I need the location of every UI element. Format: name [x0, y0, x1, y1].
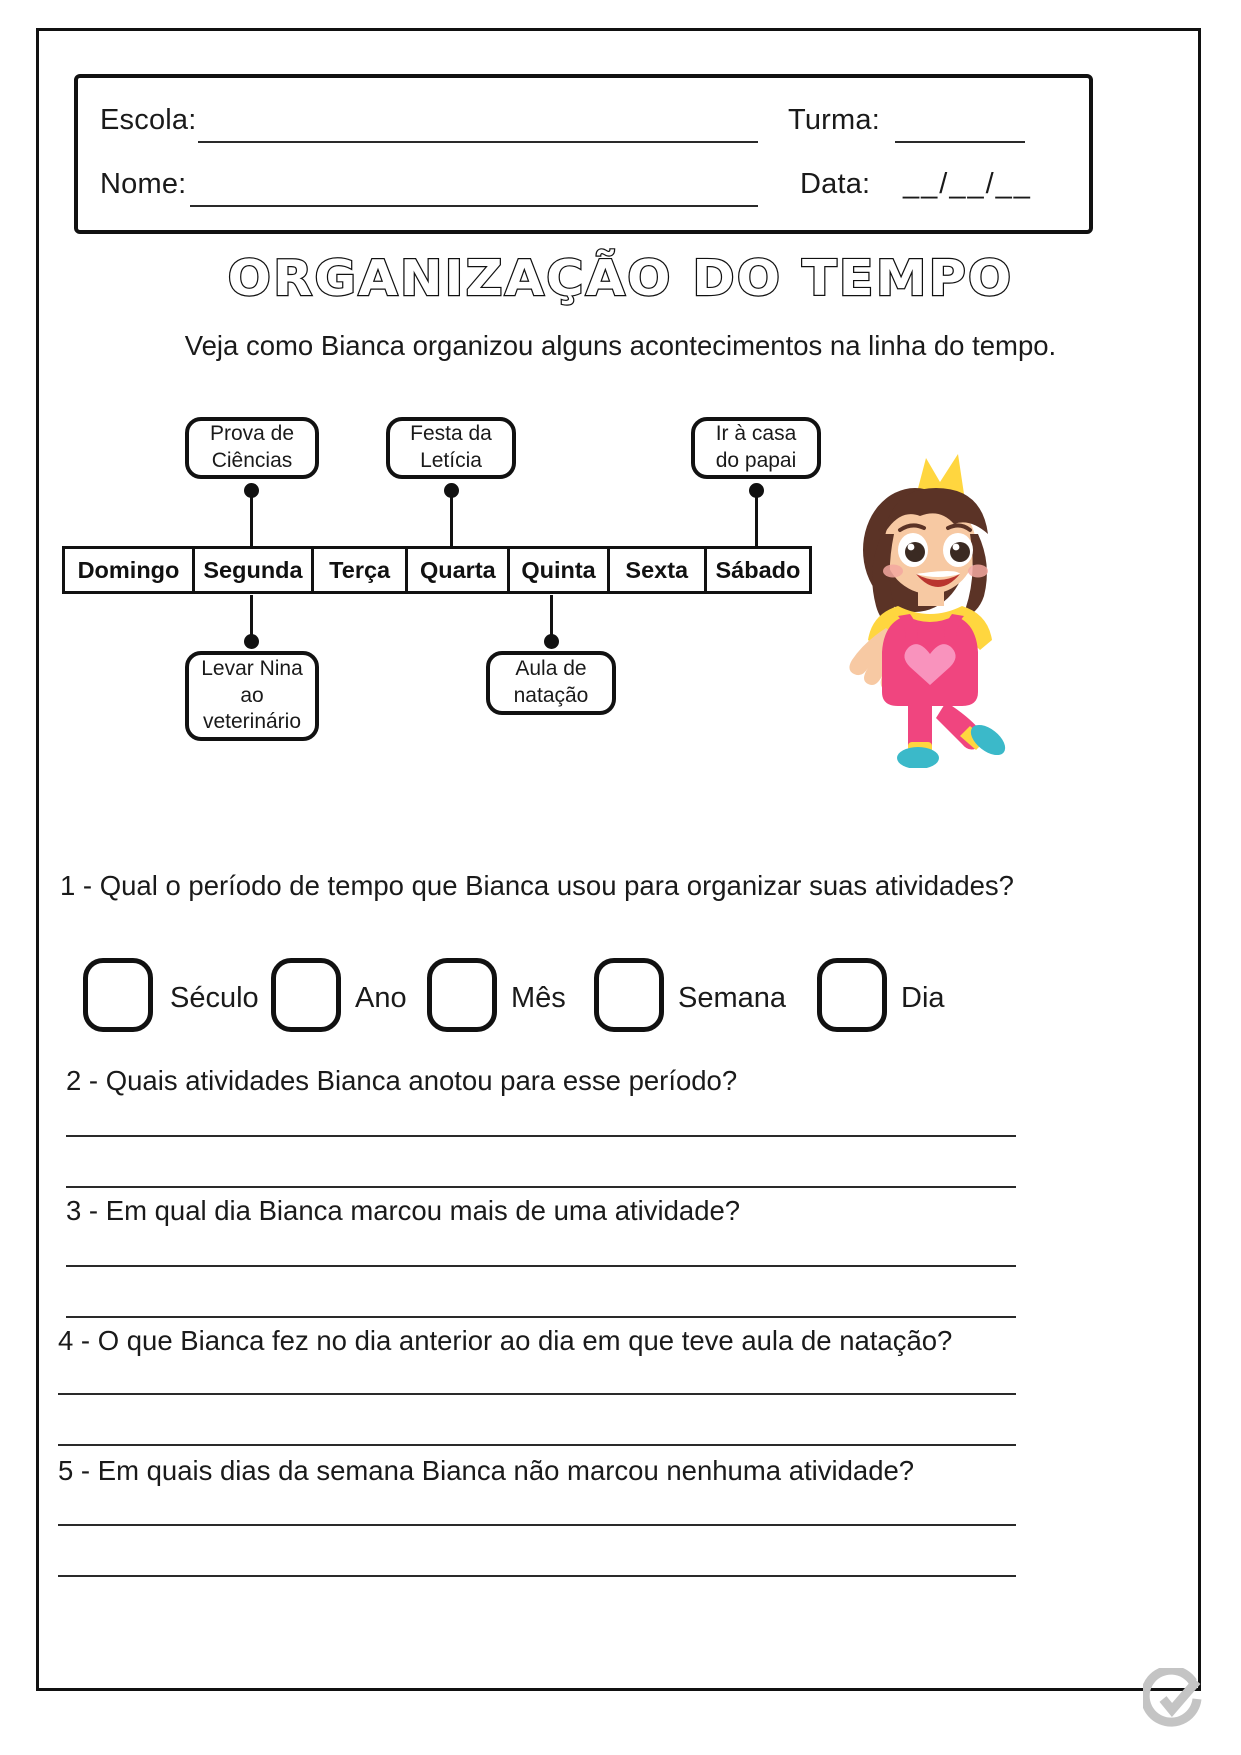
event-callout-above-1-label: Prova de Ciências — [209, 422, 295, 472]
answer-line-3b[interactable] — [66, 1316, 1016, 1318]
event-callout-below-2-label: Aula de natação — [513, 657, 589, 707]
event-callout-above-1 — [185, 417, 319, 479]
question-4: 4 - O que Bianca fez no dia anterior ao dia em que teve aula de natação? — [58, 1325, 953, 1356]
class-input-line[interactable] — [895, 141, 1025, 143]
event-callout-below-1-label: Levar Nina ao veterinário — [201, 656, 303, 734]
event-callout-above-3-label: Ir à casa do papai — [715, 422, 797, 472]
event-stem-below-2 — [550, 595, 553, 637]
answer-line-2b[interactable] — [66, 1186, 1016, 1188]
event-callout-above-3 — [691, 417, 821, 479]
weekday-table — [62, 546, 812, 594]
intro-instruction: Veja como Bianca organizou alguns acontecimentos na linha do tempo. — [184, 330, 1057, 361]
option-checkbox-ano[interactable] — [271, 958, 341, 1032]
name-row — [78, 158, 1089, 214]
event-stem-below-1 — [250, 595, 253, 637]
event-dot-below-2 — [544, 634, 559, 649]
school-input-line[interactable] — [198, 141, 758, 143]
day-cell-sexta: Sexta — [610, 549, 707, 591]
event-callout-below-1 — [185, 651, 319, 741]
day-cell-segunda: Segunda — [195, 549, 314, 591]
answer-line-4b[interactable] — [58, 1444, 1016, 1446]
event-dot-below-1 — [244, 634, 259, 649]
day-cell-domingo: Domingo — [65, 549, 195, 591]
option-checkbox-seculo[interactable] — [83, 958, 153, 1032]
question-1: 1 - Qual o período de tempo que Bianca usou para organizar suas atividades? — [60, 870, 1014, 901]
answer-line-3a[interactable] — [66, 1265, 1016, 1267]
school-row — [78, 94, 1089, 150]
day-cell-terca: Terça — [314, 549, 408, 591]
date-input-slots[interactable]: __/__/__ — [903, 168, 1032, 200]
option-checkbox-mes[interactable] — [427, 958, 497, 1032]
check-circle-icon — [1143, 1668, 1205, 1730]
student-info-box — [74, 74, 1093, 234]
class-label: Turma: — [788, 104, 880, 136]
event-stem-above-2 — [450, 490, 453, 548]
answer-line-5a[interactable] — [58, 1524, 1016, 1526]
girl-character-illustration — [812, 438, 1027, 768]
page-title: ORGANIZAÇÃO DO TEMPO — [227, 250, 1014, 307]
event-stem-above-1 — [250, 490, 253, 548]
period-options-row — [0, 945, 1241, 1035]
event-stem-above-3 — [755, 490, 758, 548]
answer-line-2a[interactable] — [66, 1135, 1016, 1137]
date-label: Data: — [800, 168, 871, 200]
name-label: Nome: — [100, 168, 187, 200]
option-label-dia: Dia — [901, 982, 945, 1014]
option-checkbox-semana[interactable] — [594, 958, 664, 1032]
option-label-semana: Semana — [678, 982, 787, 1014]
option-label-seculo: Século — [170, 982, 259, 1014]
day-cell-quinta: Quinta — [510, 549, 609, 591]
day-cell-quarta: Quarta — [408, 549, 510, 591]
question-3: 3 - Em qual dia Bianca marcou mais de uma atividade? — [66, 1195, 741, 1226]
question-5: 5 - Em quais dias da semana Bianca não marcou nenhuma atividade? — [58, 1455, 915, 1486]
option-label-mes: Mês — [511, 982, 566, 1014]
school-label: Escola: — [100, 104, 197, 136]
event-callout-above-2-label: Festa da Letícia — [410, 422, 492, 472]
answer-line-4a[interactable] — [58, 1393, 1016, 1395]
event-callout-below-2 — [486, 651, 616, 715]
event-callout-above-2 — [386, 417, 516, 479]
option-checkbox-dia[interactable] — [817, 958, 887, 1032]
day-cell-sabado: Sábado — [715, 556, 801, 583]
option-label-ano: Ano — [355, 982, 407, 1014]
answer-line-5b[interactable] — [58, 1575, 1016, 1577]
question-2: 2 - Quais atividades Bianca anotou para esse período? — [66, 1065, 738, 1096]
name-input-line[interactable] — [190, 205, 758, 207]
